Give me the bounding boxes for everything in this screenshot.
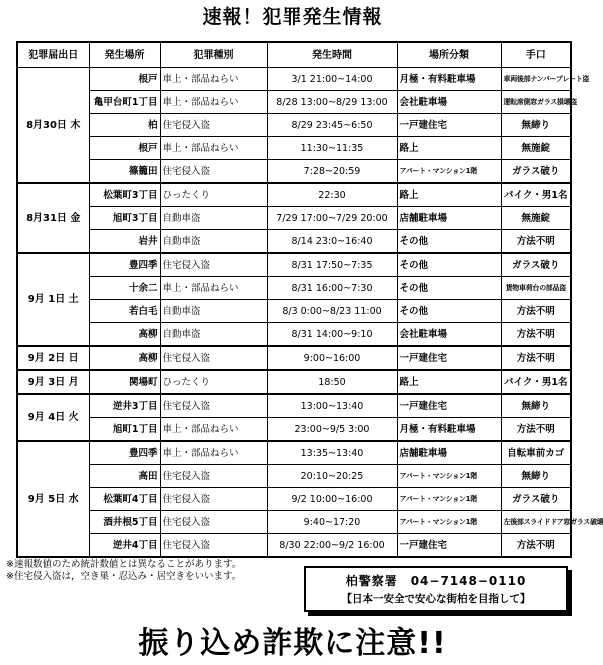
report-date-cell: 9月 5日 水: [17, 441, 89, 557]
police-station-phone: 柏警察署 04−7148−0110: [345, 574, 527, 588]
page-title: 速報！犯罪発生情報: [202, 6, 383, 28]
table-header-row: [17, 42, 571, 68]
location-cell: 根戸: [89, 137, 160, 160]
location-cell: 松葉町4丁目: [89, 488, 160, 511]
method-cell: バイク・男1名: [501, 183, 571, 207]
time-cell: 8/31 16:00~7:30: [267, 277, 397, 300]
method-cell: 運転席側窓ガラス損壊盗: [501, 91, 571, 114]
location-cell: 高田: [89, 465, 160, 488]
location-cell: 松葉町3丁目: [89, 183, 160, 207]
location-cell: 十余二: [89, 277, 160, 300]
crime-type-cell: 自動車盗: [160, 300, 267, 323]
time-cell: 11:30~11:35: [267, 137, 397, 160]
place-category-cell: 路上: [397, 370, 501, 394]
table-row: [17, 183, 571, 207]
place-category-cell: 会社駐車場: [397, 323, 501, 347]
place-category-cell: 路上: [397, 137, 501, 160]
crime-type-cell: 住宅侵入盗: [160, 346, 267, 370]
location-cell: 若白毛: [89, 300, 160, 323]
table-row: [17, 370, 571, 394]
time-cell: 8/29 23:45~6:50: [267, 114, 397, 137]
table-row: [17, 488, 571, 511]
place-category-cell: 一戸建住宅: [397, 114, 501, 137]
table-row: [17, 160, 571, 184]
place-category-cell: 一戸建住宅: [397, 394, 501, 418]
header-report-date: 犯罪届出日: [17, 42, 89, 68]
location-cell: 柏: [89, 114, 160, 137]
crime-type-cell: 自動車盗: [160, 323, 267, 347]
table-row: [17, 277, 571, 300]
crime-type-cell: 自動車盗: [160, 230, 267, 254]
table-row: [17, 418, 571, 442]
time-cell: 8/28 13:00~8/29 13:00: [267, 91, 397, 114]
header-method: 手口: [501, 42, 571, 68]
time-cell: 8/31 14:00~9:10: [267, 323, 397, 347]
time-cell: 22:30: [267, 183, 397, 207]
location-cell: 旭町3丁目: [89, 207, 160, 230]
footnote: ※住宅侵入盗は，空き巣・忍込み・居空きをいいます。: [6, 571, 242, 582]
place-category-cell: 月極・有料駐車場: [397, 418, 501, 442]
time-cell: 8/14 23:0~16:40: [267, 230, 397, 254]
table-row: [17, 323, 571, 347]
time-cell: 7:28~20:59: [267, 160, 397, 184]
location-cell: 旭町1丁目: [89, 418, 160, 442]
time-cell: 8/30 22:00~9/2 16:00: [267, 534, 397, 558]
method-cell: 方法不明: [501, 418, 571, 442]
place-category-cell: その他: [397, 300, 501, 323]
place-category-cell: 会社駐車場: [397, 91, 501, 114]
footnotes: [6, 559, 241, 583]
time-cell: 9:00~16:00: [267, 346, 397, 370]
method-cell: ガラス破り: [501, 253, 571, 277]
method-cell: 方法不明: [501, 346, 571, 370]
header-crime-type: 犯罪種別: [160, 42, 267, 68]
location-cell: 関場町: [89, 370, 160, 394]
time-cell: 9:40~17:20: [267, 511, 397, 534]
header-location: 発生場所: [89, 42, 160, 68]
time-cell: 9/2 10:00~16:00: [267, 488, 397, 511]
place-category-cell: アパート・マンション1階: [397, 511, 501, 534]
table-row: [17, 137, 571, 160]
table-row: [17, 207, 571, 230]
method-cell: 無施錠: [501, 137, 571, 160]
crime-type-cell: 車上・部品ねらい: [160, 68, 267, 91]
method-cell: 方法不明: [501, 300, 571, 323]
location-cell: 篠籠田: [89, 160, 160, 184]
crime-type-cell: 住宅侵入盗: [160, 160, 267, 184]
report-date-cell: 8月31日 金: [17, 183, 89, 253]
place-category-cell: その他: [397, 277, 501, 300]
method-cell: 方法不明: [501, 323, 571, 347]
report-date-cell: 9月 3日 月: [17, 370, 89, 394]
crime-type-cell: 住宅侵入盗: [160, 253, 267, 277]
place-category-cell: 店舗駐車場: [397, 207, 501, 230]
crime-type-cell: 住宅侵入盗: [160, 465, 267, 488]
footnote: ※速報数値のため統計数値とは異なることがあります。: [6, 559, 242, 570]
crime-type-cell: 住宅侵入盗: [160, 114, 267, 137]
table-row: [17, 441, 571, 465]
place-category-cell: その他: [397, 253, 501, 277]
table-row: [17, 534, 571, 558]
time-cell: 8/3 0:00~8/23 11:00: [267, 300, 397, 323]
place-category-cell: その他: [397, 230, 501, 254]
crime-type-cell: ひったくり: [160, 183, 267, 207]
method-cell: 無締り: [501, 465, 571, 488]
police-slogan: 【日本一安全で安心な街柏を目指して】: [341, 593, 531, 605]
method-cell: 無締り: [501, 394, 571, 418]
crime-type-cell: 車上・部品ねらい: [160, 137, 267, 160]
table-body: [17, 68, 603, 558]
crime-type-cell: 住宅侵入盗: [160, 488, 267, 511]
report-date-cell: 9月 4日 火: [17, 394, 89, 441]
method-cell: 左後部スライドドア窓ガラス破壊: [501, 511, 571, 534]
table-row: [17, 511, 571, 534]
table-row: [17, 253, 571, 277]
location-cell: 逆井4丁目: [89, 534, 160, 558]
place-category-cell: アパート・マンション1階: [397, 488, 501, 511]
location-cell: 逆井3丁目: [89, 394, 160, 418]
method-cell: ガラス破り: [501, 488, 571, 511]
header-place-category: 場所分類: [397, 42, 501, 68]
table-row: [17, 230, 571, 254]
place-category-cell: 路上: [397, 183, 501, 207]
location-cell: 岩井: [89, 230, 160, 254]
time-cell: 13:00~13:40: [267, 394, 397, 418]
time-cell: 23:00~9/5 3:00: [267, 418, 397, 442]
location-cell: 高柳: [89, 346, 160, 370]
table-row: [17, 465, 571, 488]
crime-type-cell: 自動車盗: [160, 207, 267, 230]
method-cell: ガラス破り: [501, 160, 571, 184]
location-cell: 酒井根5丁目: [89, 511, 160, 534]
time-cell: 18:50: [267, 370, 397, 394]
crime-type-cell: 車上・部品ねらい: [160, 91, 267, 114]
crime-type-cell: 住宅侵入盗: [160, 511, 267, 534]
place-category-cell: 店舗駐車場: [397, 441, 501, 465]
crime-type-cell: 住宅侵入盗: [160, 394, 267, 418]
header-time: 発生時間: [267, 42, 397, 68]
fraud-warning: 振り込め詐欺に注意!!: [138, 626, 447, 661]
method-cell: 方法不明: [501, 230, 571, 254]
place-category-cell: アパート・マンション1階: [397, 160, 501, 184]
location-cell: 豊四季: [89, 253, 160, 277]
method-cell: 自転車前カゴ: [501, 441, 571, 465]
table-row: [17, 300, 571, 323]
crime-type-cell: 車上・部品ねらい: [160, 277, 267, 300]
report-date-cell: 8月30日 木: [17, 68, 89, 184]
location-cell: 高柳: [89, 323, 160, 347]
report-date-cell: 9月 1日 土: [17, 253, 89, 346]
place-category-cell: 一戸建住宅: [397, 534, 501, 558]
report-date-cell: 9月 2日 日: [17, 346, 89, 370]
place-category-cell: 一戸建住宅: [397, 346, 501, 370]
time-cell: 13:35~13:40: [267, 441, 397, 465]
police-contact-box: [304, 566, 568, 612]
table-row: [17, 346, 571, 370]
table-row: [17, 114, 571, 137]
crime-type-cell: 住宅侵入盗: [160, 534, 267, 558]
table-row: [17, 91, 571, 114]
method-cell: 無締り: [501, 114, 571, 137]
table-row: [17, 394, 571, 418]
place-category-cell: 月極・有料駐車場: [397, 68, 501, 91]
location-cell: 豊四季: [89, 441, 160, 465]
crime-report-table: [16, 41, 603, 558]
method-cell: 車両後部ナンバープレート盗: [501, 68, 571, 91]
crime-type-cell: ひったくり: [160, 370, 267, 394]
method-cell: 貨物車荷台の部品盗: [501, 277, 571, 300]
table-row: [17, 68, 571, 91]
time-cell: 8/31 17:50~7:35: [267, 253, 397, 277]
crime-type-cell: 車上・部品ねらい: [160, 418, 267, 442]
place-category-cell: アパート・マンション1階: [397, 465, 501, 488]
time-cell: 3/1 21:00~14:00: [267, 68, 397, 91]
method-cell: バイク・男1名: [501, 370, 571, 394]
method-cell: 方法不明: [501, 534, 571, 558]
crime-type-cell: 車上・部品ねらい: [160, 441, 267, 465]
time-cell: 20:10~20:25: [267, 465, 397, 488]
location-cell: 根戸: [89, 68, 160, 91]
method-cell: 無施錠: [501, 207, 571, 230]
location-cell: 亀甲台町1丁目: [89, 91, 160, 114]
time-cell: 7/29 17:00~7/29 20:00: [267, 207, 397, 230]
